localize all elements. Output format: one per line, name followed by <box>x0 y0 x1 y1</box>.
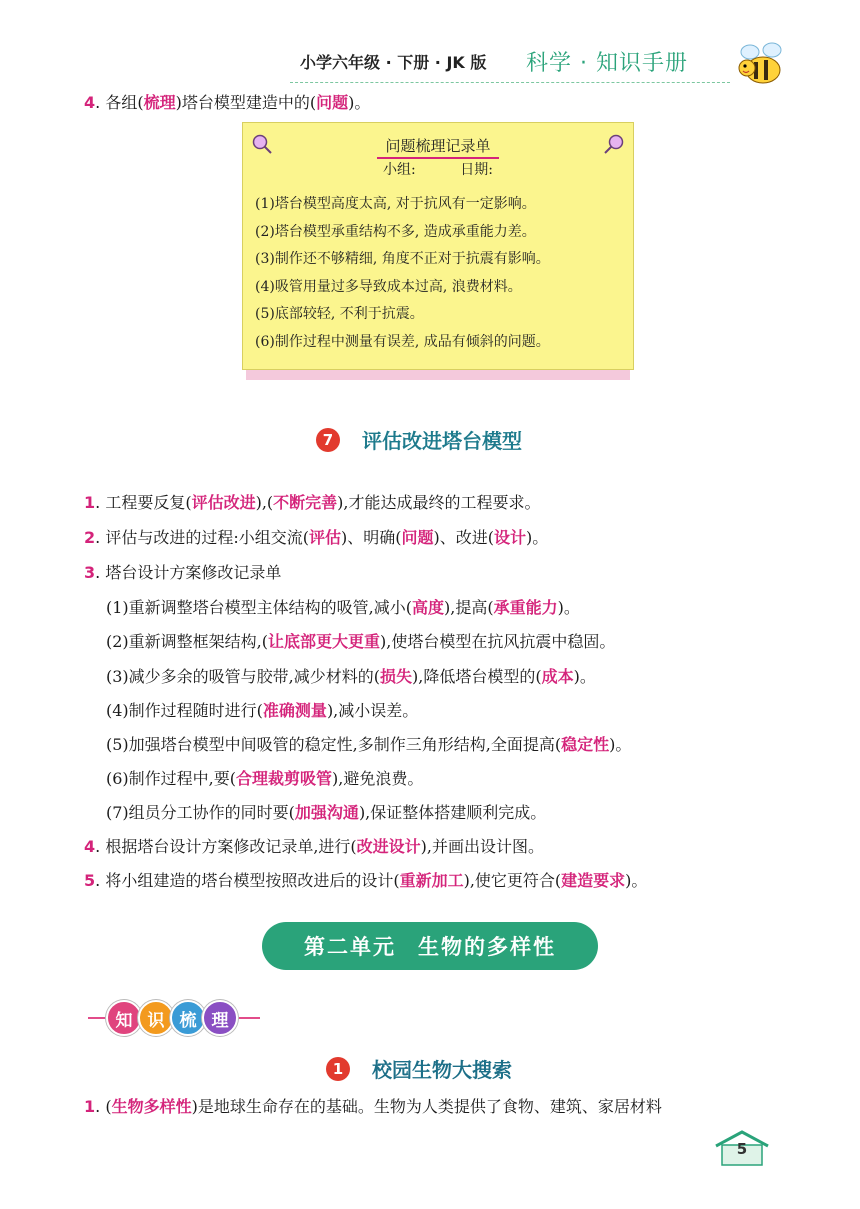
badge-char: 理 <box>202 1000 238 1036</box>
header-divider <box>290 82 730 83</box>
note-items <box>255 191 550 356</box>
item-2: 2. 评估与改进的过程:小组交流(评估)、明确(问题)、改进(设计)。 <box>84 528 549 547</box>
answer: 设计 <box>493 528 526 547</box>
unit-banner <box>262 922 598 970</box>
answer: 让底部更大更重 <box>268 632 381 651</box>
section-number: 1 <box>326 1057 350 1081</box>
item-1: 1. 工程要反复(评估改进),(不断完善),才能达成最终的工程要求。 <box>84 493 541 512</box>
answer: 准确测量 <box>262 701 327 720</box>
note-fields <box>243 159 633 179</box>
answer: 问题 <box>316 93 349 112</box>
sub-item-4: (4)制作过程随时进行(准确测量),减小误差。 <box>106 701 419 720</box>
answer: 承重能力 <box>493 598 558 617</box>
group-label: 小组: <box>383 162 416 178</box>
section-heading <box>326 1054 512 1083</box>
answer: 损失 <box>380 667 413 686</box>
badge-char: 知 <box>106 1000 142 1036</box>
list-item: (5)底部较轻, 不利于抗震。 <box>255 306 424 322</box>
problem-record-card <box>242 122 634 370</box>
section-number: 7 <box>316 428 340 452</box>
answer: 改进设计 <box>356 837 421 856</box>
list-item: (1)塔台模型高度太高, 对于抗风有一定影响。 <box>255 196 536 212</box>
bee-icon <box>736 42 790 88</box>
answer: 重新加工 <box>399 871 464 890</box>
sub-item-7: (7)组员分工协作的同时要(加强沟通),保证整体搭建顺利完成。 <box>106 803 547 822</box>
answer: 不断完善 <box>273 493 338 512</box>
list-item: (4)吸管用量过多导致成本过高, 浪费材料。 <box>255 278 522 295</box>
answer: 加强沟通 <box>294 803 359 822</box>
unit-title: 生物的多样性 <box>418 934 556 959</box>
page-header <box>300 44 790 94</box>
sub-item-2: (2)重新调整框架结构,(让底部更大更重),使塔台模型在抗风抗震中稳固。 <box>106 632 616 651</box>
badge-line <box>238 1017 260 1019</box>
list-item: (3)制作还不够精细, 角度不正对于抗震有影响。 <box>255 251 550 267</box>
answer: 高度 <box>412 598 445 617</box>
knowledge-badge <box>88 996 260 1040</box>
list-item: (2)塔台模型承重结构不多, 造成承重能力差。 <box>255 223 536 240</box>
item-4-organize: 4. 各组(梳理)塔台模型建造中的(问题)。 <box>84 93 371 112</box>
answer: 评估改进 <box>191 493 256 512</box>
page-number: 5 <box>712 1130 772 1166</box>
answer: 梳理 <box>143 93 176 112</box>
answer: 生物多样性 <box>111 1097 192 1116</box>
badge-char: 梳 <box>170 1000 206 1036</box>
section-heading <box>316 425 522 454</box>
note-title: 问题梳理记录单 <box>243 135 633 156</box>
book-series: 小学六年级 · 下册 · JK 版 <box>300 53 487 72</box>
section-title: 评估改进塔台模型 <box>362 429 522 453</box>
badge-line <box>88 1017 108 1019</box>
list-item: (6)制作过程中测量有误差, 成品有倾斜的问题。 <box>255 333 550 350</box>
answer: 合理裁剪吸管 <box>236 769 333 788</box>
unit-number: 第二单元 <box>304 934 396 959</box>
sub-item-6: (6)制作过程中,要(合理裁剪吸管),避免浪费。 <box>106 769 424 788</box>
item-5: 5. 将小组建造的塔台模型按照改进后的设计(重新加工),使它更符合(建造要求)。 <box>84 871 648 890</box>
answer: 建造要求 <box>561 871 626 890</box>
sub-item-3: (3)减少多余的吸管与胶带,减少材料的(损失),降低塔台模型的(成本)。 <box>106 667 596 686</box>
sub-item-1: (1)重新调整塔台模型主体结构的吸管,减小(高度),提高(承重能力)。 <box>106 598 580 617</box>
item-3: 3. 塔台设计方案修改记录单 <box>84 563 282 582</box>
item-4: 4. 根据塔台设计方案修改记录单,进行(改进设计),并画出设计图。 <box>84 837 545 856</box>
sub-item-5: (5)加强塔台模型中间吸管的稳定性,多制作三角形结构,全面提高(稳定性)。 <box>106 735 632 754</box>
item-1-biodiversity: 1. (生物多样性)是地球生命存在的基础。生物为人类提供了食物、建筑、家居材料 <box>84 1097 662 1116</box>
book-subject: 科学 · 知识手册 <box>526 51 688 76</box>
answer: 评估 <box>308 528 341 547</box>
answer: 问题 <box>401 528 434 547</box>
answer: 稳定性 <box>561 735 610 754</box>
section-title: 校园生物大搜索 <box>372 1058 512 1082</box>
date-label: 日期: <box>460 162 493 178</box>
badge-char: 识 <box>138 1000 174 1036</box>
answer: 成本 <box>541 667 574 686</box>
